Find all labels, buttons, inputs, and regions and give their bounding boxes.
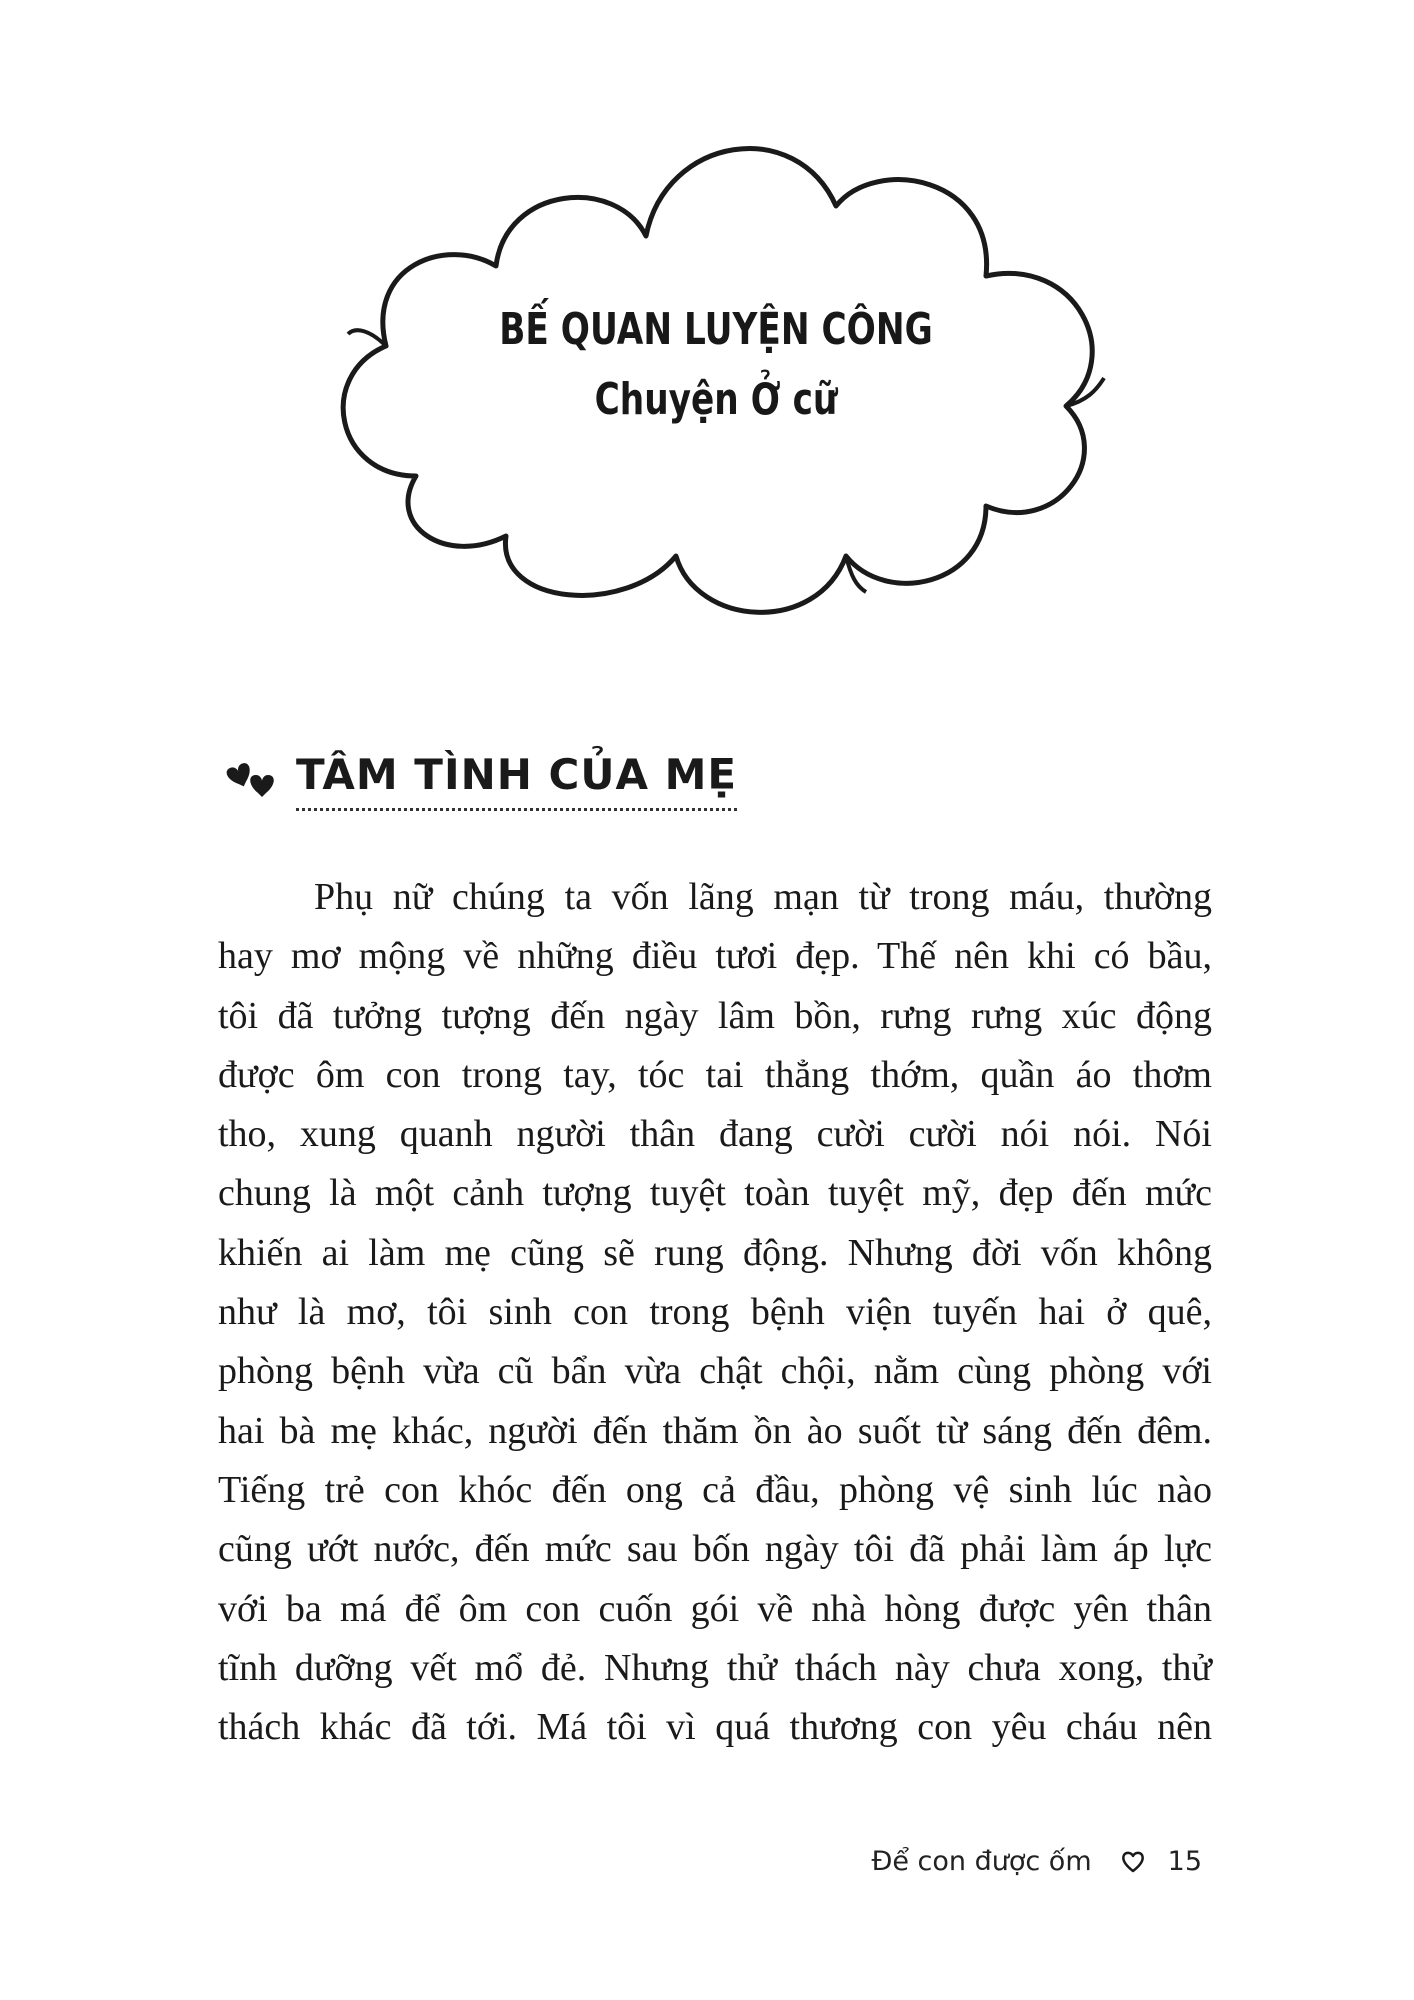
two-hearts-icon [220,761,280,801]
body-line: tho, xung quanh người thân đang cười cười nói nói. Nói [218,1113,1212,1156]
section-heading-text: TÂM TÌNH CỦA MẸ [296,750,737,811]
body-line: với ba má để ôm con cuốn gói về nhà hòng được yên thân [218,1587,1212,1630]
body-line: Tiếng trẻ con khóc đến ong cả đầu, phòng vệ sinh lúc nào [218,1468,1212,1511]
body-line: phòng bệnh vừa cũ bẩn vừa chật chội, nằm cùng phòng với [218,1350,1212,1393]
body-line: Phụ nữ chúng ta vốn lãng mạn từ trong máu, thường [314,876,1212,918]
footer-book-title: Để con được ốm [871,1846,1092,1877]
body-line: chung là một cảnh tượng tuyệt toàn tuyệt mỹ, đẹp đến mức [218,1172,1212,1215]
body-line: thách khác đã tới. Má tôi vì quá thương con yêu cháu nên [218,1706,1212,1749]
body-paragraph [218,868,1212,1757]
body-line: tôi đã tưởng tượng đến ngày lâm bồn, rưng rưng xúc động [218,994,1212,1037]
cloud-text-block [296,300,1136,440]
body-line: hay mơ mộng về những điều tươi đẹp. Thế nên khi có bầu, [218,935,1212,978]
body-line: như là mơ, tôi sinh con trong bệnh viện tuyến hai ở quê, [218,1291,1212,1334]
heart-icon [1120,1850,1146,1874]
body-line: được ôm con trong tay, tóc tai thẳng thớm, quần áo thơm [218,1053,1212,1096]
chapter-title: BẾ QUAN LUYỆN CÔNG [499,304,933,355]
body-line: cũng ướt nước, đến mức sau bốn ngày tôi đã phải làm áp lực [218,1528,1212,1571]
body-line: tĩnh dưỡng vết mổ đẻ. Nhưng thử thách này chưa xong, thử [218,1646,1212,1689]
page-number: 15 [1167,1846,1202,1877]
page-footer [871,1846,1202,1877]
section-heading [220,750,737,811]
body-line: khiến ai làm mẹ cũng sẽ rung động. Nhưng đời vốn không [218,1231,1212,1274]
body-line: hai bà mẹ khác, người đến thăm ồn ào suốt từ sáng đến đêm. [218,1409,1212,1452]
chapter-subtitle: Chuyện Ở cữ [594,374,838,425]
